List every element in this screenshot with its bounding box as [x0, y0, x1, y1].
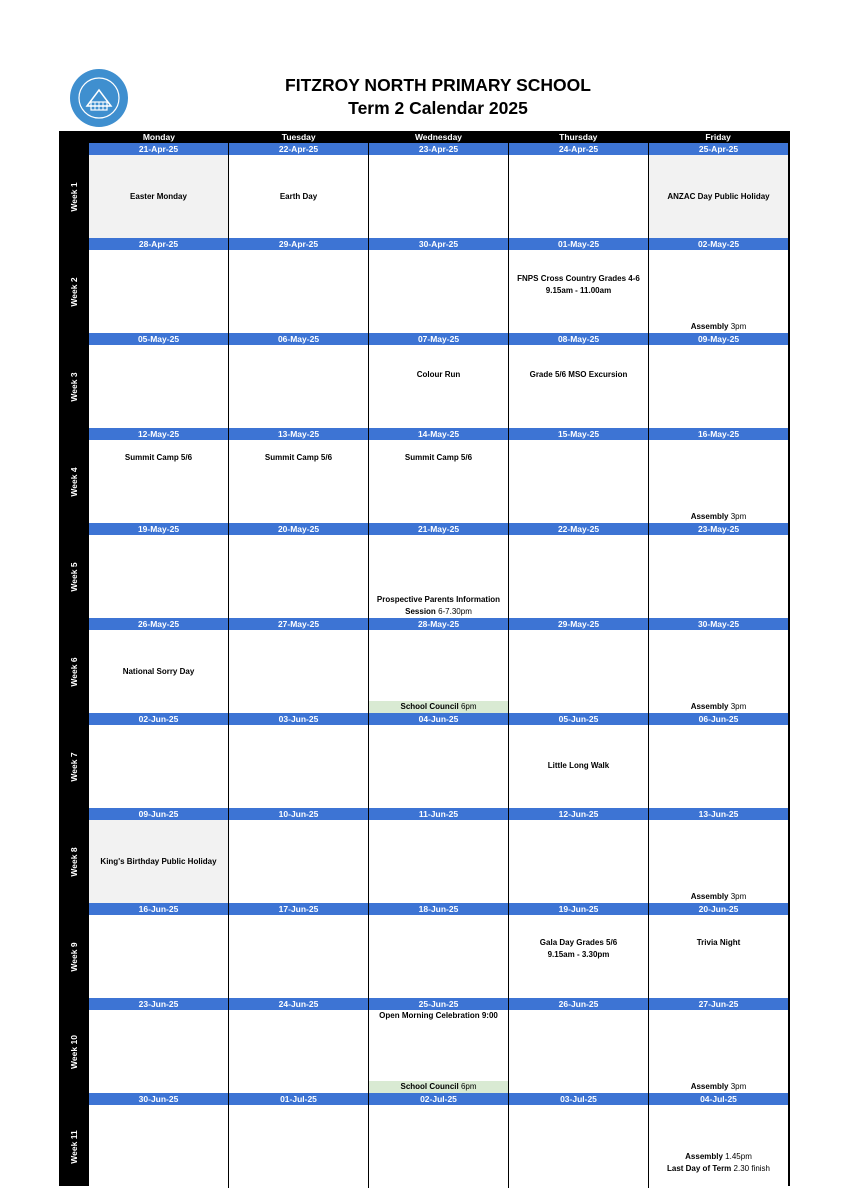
date-cell: 08-May-25 [509, 333, 648, 345]
date-cell: 07-May-25 [369, 333, 508, 345]
day-cell [649, 725, 788, 808]
week-label: Week 11 [69, 1129, 79, 1164]
day-cell [89, 535, 228, 618]
day-cell [509, 725, 648, 808]
date-cell: 23-Jun-25 [89, 998, 228, 1010]
date-cell: 06-Jun-25 [649, 713, 788, 725]
day-cell [649, 1105, 788, 1188]
day-cell [229, 725, 368, 808]
date-cell: 17-Jun-25 [229, 903, 368, 915]
date-cell: 09-May-25 [649, 333, 788, 345]
day-cell [509, 1010, 648, 1093]
day-cell [369, 250, 508, 333]
date-cell: 13-May-25 [229, 428, 368, 440]
day-cell [89, 915, 228, 998]
day-cell [89, 725, 228, 808]
date-row [89, 713, 788, 725]
event-trivia-night: Trivia Night [696, 938, 741, 947]
date-cell: 25-Apr-25 [649, 143, 788, 155]
day-cell [509, 440, 648, 523]
week-label: Week 9 [69, 941, 79, 972]
day-cell [229, 1105, 368, 1188]
event-anzac-day: ANZAC Day Public Holiday [667, 191, 770, 201]
event-assembly: Assembly 3pm [690, 512, 747, 521]
date-cell: 12-May-25 [89, 428, 228, 440]
event-assembly: Assembly 3pm [690, 1082, 747, 1091]
event-little-long-walk: Little Long Walk [547, 761, 610, 770]
date-row [89, 143, 788, 155]
date-cell: 27-Jun-25 [649, 998, 788, 1010]
week-row [59, 998, 790, 1093]
day-cell [229, 440, 368, 523]
week-label: Week 6 [69, 656, 79, 687]
event-open-morning: Open Morning Celebration 9:00 [379, 1011, 498, 1020]
event-assembly: Assembly 3pm [690, 892, 747, 901]
event-summit-camp: Summit Camp 5/6 [264, 453, 333, 462]
date-cell: 11-Jun-25 [369, 808, 508, 820]
week-label: Week 1 [69, 181, 79, 212]
day-cell [649, 155, 788, 238]
event-sorry-day: National Sorry Day [122, 666, 195, 676]
day-cell [649, 820, 788, 903]
date-row [89, 618, 788, 630]
day-cell [89, 250, 228, 333]
day-cell [509, 915, 648, 998]
week-row [59, 713, 790, 808]
day-cell [229, 535, 368, 618]
term-calendar [59, 131, 790, 1186]
day-cell [509, 535, 648, 618]
date-row [89, 998, 788, 1010]
date-cell: 30-Jun-25 [89, 1093, 228, 1105]
date-cell: 02-May-25 [649, 238, 788, 250]
day-cell [369, 630, 508, 713]
day-cell [649, 250, 788, 333]
date-cell: 28-Apr-25 [89, 238, 228, 250]
day-cell [509, 820, 648, 903]
event-assembly: Assembly 3pm [690, 702, 747, 711]
day-cell [89, 630, 228, 713]
week-label: Week 3 [69, 371, 79, 402]
day-cell [89, 440, 228, 523]
date-row [89, 238, 788, 250]
day-cell [369, 1105, 508, 1188]
day-cell [649, 345, 788, 428]
week-row [59, 333, 790, 428]
event-mso-excursion: Grade 5/6 MSO Excursion [529, 370, 628, 379]
week-row [59, 428, 790, 523]
week-row [59, 1093, 790, 1188]
day-cell [509, 155, 648, 238]
day-cell [369, 155, 508, 238]
day-cell [369, 820, 508, 903]
date-cell: 19-May-25 [89, 523, 228, 535]
date-cell: 04-Jul-25 [649, 1093, 788, 1105]
date-cell: 03-Jul-25 [509, 1093, 648, 1105]
week-label: Week 7 [69, 751, 79, 782]
day-cell [229, 250, 368, 333]
day-cell [369, 915, 508, 998]
day-cell [229, 630, 368, 713]
date-cell: 05-May-25 [89, 333, 228, 345]
event-cross-country: FNPS Cross Country Grades 4-6 9.15am - 11.00am [517, 274, 640, 295]
day-header: Monday [142, 132, 175, 142]
day-cell [649, 440, 788, 523]
week-row [59, 523, 790, 618]
day-cell [509, 1105, 648, 1188]
date-cell: 22-May-25 [509, 523, 648, 535]
day-header-row [89, 131, 788, 143]
event-summit-camp: Summit Camp 5/6 [404, 453, 473, 462]
date-cell: 22-Apr-25 [229, 143, 368, 155]
day-cell [369, 535, 508, 618]
date-cell: 06-May-25 [229, 333, 368, 345]
week-row [59, 808, 790, 903]
date-cell: 05-Jun-25 [509, 713, 648, 725]
date-cell: 14-May-25 [369, 428, 508, 440]
date-cell: 29-May-25 [509, 618, 648, 630]
week-label: Week 2 [69, 276, 79, 307]
date-cell: 23-Apr-25 [369, 143, 508, 155]
date-cell: 24-Apr-25 [509, 143, 648, 155]
date-cell: 03-Jun-25 [229, 713, 368, 725]
date-cell: 26-Jun-25 [509, 998, 648, 1010]
day-cell [89, 155, 228, 238]
calendar-title: Term 2 Calendar 2025 [348, 98, 528, 118]
date-cell: 02-Jun-25 [89, 713, 228, 725]
date-row [89, 1093, 788, 1105]
event-summit-camp: Summit Camp 5/6 [124, 453, 193, 462]
date-cell: 24-Jun-25 [229, 998, 368, 1010]
date-cell: 01-Jul-25 [229, 1093, 368, 1105]
week-label: Week 8 [69, 846, 79, 877]
day-cell [89, 1105, 228, 1188]
date-cell: 25-Jun-25 [369, 998, 508, 1010]
day-cell [369, 1010, 508, 1093]
day-cell [509, 630, 648, 713]
date-cell: 27-May-25 [229, 618, 368, 630]
event-assembly: Assembly 3pm [690, 322, 747, 331]
date-cell: 28-May-25 [369, 618, 508, 630]
day-cell [229, 155, 368, 238]
date-cell: 10-Jun-25 [229, 808, 368, 820]
day-cell [649, 915, 788, 998]
day-cell [509, 345, 648, 428]
day-header: Friday [705, 132, 731, 142]
day-cell [649, 630, 788, 713]
week-label: Week 4 [69, 466, 79, 497]
day-header: Wednesday [414, 132, 463, 142]
day-cell [369, 725, 508, 808]
day-cell [369, 440, 508, 523]
day-cell [89, 345, 228, 428]
day-cell [369, 345, 508, 428]
day-cell [89, 820, 228, 903]
date-cell: 01-May-25 [509, 238, 648, 250]
date-cell: 29-Apr-25 [229, 238, 368, 250]
date-cell: 20-May-25 [229, 523, 368, 535]
date-cell: 19-Jun-25 [509, 903, 648, 915]
date-cell: 21-Apr-25 [89, 143, 228, 155]
day-cell [229, 1010, 368, 1093]
date-cell: 23-May-25 [649, 523, 788, 535]
event-gala-day: Gala Day Grades 5/6 9.15am - 3.30pm [539, 938, 618, 959]
date-cell: 16-Jun-25 [89, 903, 228, 915]
week-row [59, 903, 790, 998]
date-cell: 04-Jun-25 [369, 713, 508, 725]
event-final-assembly: Assembly 1.45pm Last Day of Term 2.30 finish [666, 1152, 770, 1173]
event-school-council: School Council 6pm [369, 701, 508, 713]
date-cell: 18-Jun-25 [369, 903, 508, 915]
day-header: Tuesday [281, 132, 316, 142]
week-label: Week 10 [69, 1034, 79, 1069]
date-cell: 21-May-25 [369, 523, 508, 535]
date-cell: 26-May-25 [89, 618, 228, 630]
day-cell [89, 1010, 228, 1093]
date-cell: 12-Jun-25 [509, 808, 648, 820]
date-cell: 15-May-25 [509, 428, 648, 440]
date-row [89, 333, 788, 345]
event-earth-day: Earth Day [279, 191, 318, 201]
day-cell [649, 1010, 788, 1093]
week-row [59, 143, 790, 238]
day-header: Thursday [559, 132, 598, 142]
day-cell [229, 915, 368, 998]
date-cell: 09-Jun-25 [89, 808, 228, 820]
day-cell [509, 250, 648, 333]
school-name: FITZROY NORTH PRIMARY SCHOOL [285, 75, 591, 95]
event-school-council: School Council 6pm [369, 1081, 508, 1093]
event-colour-run: Colour Run [416, 370, 461, 379]
day-cell [229, 345, 368, 428]
date-cell: 02-Jul-25 [369, 1093, 508, 1105]
date-cell: 30-May-25 [649, 618, 788, 630]
week-label: Week 5 [69, 561, 79, 592]
event-kings-birthday: King's Birthday Public Holiday [100, 856, 217, 866]
date-row [89, 523, 788, 535]
date-row [89, 428, 788, 440]
date-cell: 30-Apr-25 [369, 238, 508, 250]
date-cell: 13-Jun-25 [649, 808, 788, 820]
date-cell: 20-Jun-25 [649, 903, 788, 915]
date-cell: 16-May-25 [649, 428, 788, 440]
week-row [59, 238, 790, 333]
day-cell [229, 820, 368, 903]
date-row [89, 903, 788, 915]
day-cell [649, 535, 788, 618]
date-row [89, 808, 788, 820]
event-easter-monday: Easter Monday [130, 191, 187, 201]
event-prospective-parents: Prospective Parents Information Session 6-7.30pm [376, 595, 501, 616]
week-row [59, 618, 790, 713]
